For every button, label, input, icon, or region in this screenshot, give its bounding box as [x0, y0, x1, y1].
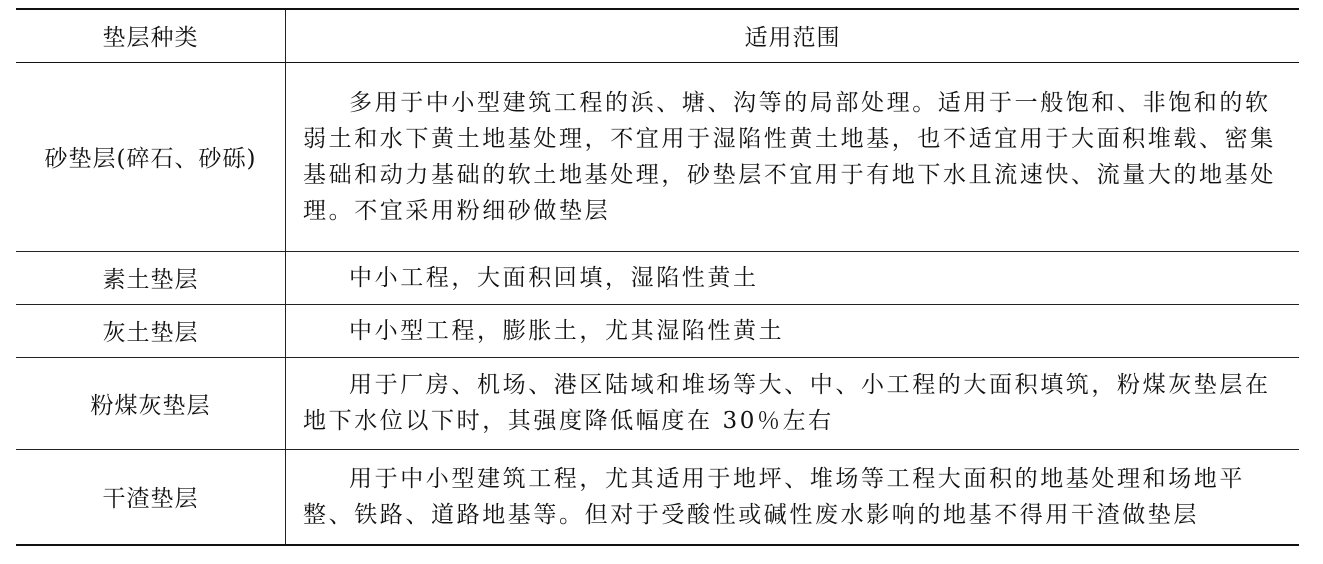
scope-text: 用于厂房、机场、港区陆域和堆场等大、中、小工程的大面积填筑，粉煤灰垫层在地下水位以下时，其强度降低幅度在 30％左右	[303, 372, 1271, 434]
table-row	[16, 449, 1299, 545]
scope-text: 中小型工程，膨胀土，尤其湿陷性黄土	[349, 317, 785, 344]
header-applicable-scope: 适用范围	[744, 25, 841, 52]
table-row	[16, 251, 1299, 304]
table-row	[16, 357, 1299, 449]
header-cushion-type: 垫层种类	[16, 9, 286, 62]
scope-text: 用于中小型建筑工程，尤其适用于地坪、堆场等工程大面积的地基处理和场地平整、铁路、道路地基等。但对于受酸性或碱性废水影响的地基不得用干渣做垫层	[303, 465, 1245, 528]
table-row	[16, 304, 1299, 357]
cell-cushion-type: 灰土垫层	[16, 304, 286, 357]
cell-applicable-scope	[286, 251, 1300, 304]
scope-text: 多用于中小型建筑工程的浜、塘、沟等的局部处理。适用于一般饱和、非饱和的软弱土和水下黄土地基处理，不宜用于湿陷性黄土地基，也不适宜用于大面积堆载、密集基础和动力基础的软土地基处理，砂垫层不宜用于有地下水且流速快、流量大的地基处理。不宜采用粉细砂做垫层	[303, 89, 1276, 224]
cushion-layer-table	[16, 8, 1299, 546]
table-header-row	[16, 9, 1299, 62]
scope-text: 中小工程，大面积回填，湿陷性黄土	[349, 264, 759, 291]
cell-applicable-scope	[286, 357, 1300, 449]
cell-cushion-type: 粉煤灰垫层	[16, 357, 286, 449]
cell-applicable-scope	[286, 62, 1300, 251]
cell-applicable-scope	[286, 449, 1300, 545]
cell-applicable-scope	[286, 304, 1300, 357]
cell-cushion-type: 素土垫层	[16, 251, 286, 304]
table-row	[16, 62, 1299, 251]
cell-cushion-type: 干渣垫层	[16, 449, 286, 545]
cell-cushion-type: 砂垫层(碎石、砂砾)	[16, 62, 286, 251]
cushion-layer-table-container	[16, 8, 1299, 551]
